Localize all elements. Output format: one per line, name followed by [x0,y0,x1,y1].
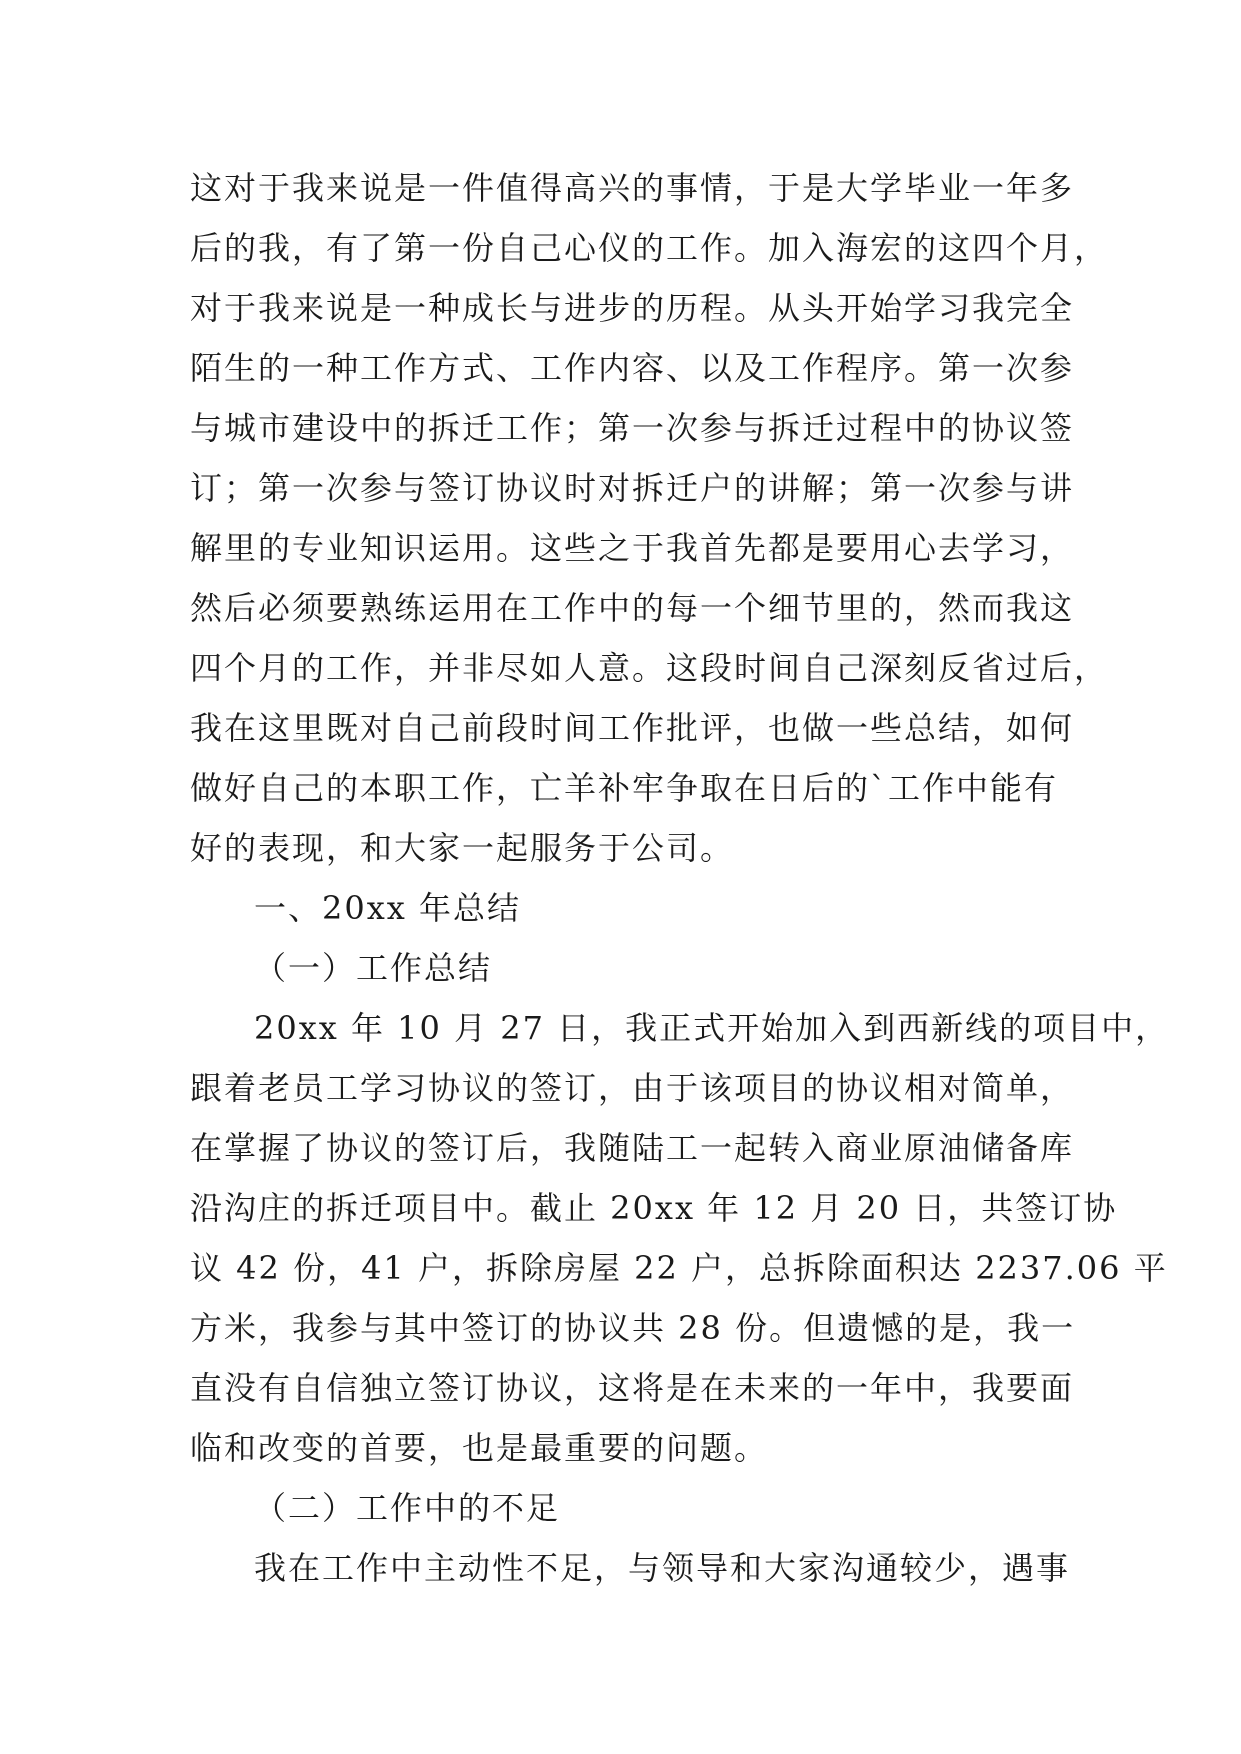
document-body [190,158,1170,1598]
text-line: 这对于我来说是一件值得高兴的事情，于是大学毕业一年多 [190,169,1075,207]
paragraph-first-line: 我在工作中主动性不足，与领导和大家沟通较少，遇事 [254,1549,1071,1587]
text-line: 然后必须要熟练运用在工作中的每一个细节里的，然而我这 [190,589,1075,627]
text-line: 做好自己的本职工作，亡羊补牢争取在日后的`工作中能有 [190,769,1059,807]
text-line: 后的我，有了第一份自己心仪的工作。加入海宏的这四个月， [190,229,1109,267]
subsection-heading: （一）工作总结 [254,949,493,987]
text-line: 临和改变的首要，也是最重要的问题。 [190,1429,769,1467]
subsection-heading: （二）工作中的不足 [254,1489,561,1527]
text-line: 在掌握了协议的签订后，我随陆工一起转入商业原油储备库 [190,1129,1075,1167]
section-heading: 一、20xx 年总结 [254,889,521,927]
text-line: 好的表现，和大家一起服务于公司。 [190,829,735,867]
text-line: 订；第一次参与签订协议时对拆迁户的讲解；第一次参与讲 [190,469,1075,507]
text-line: 议 42 份，41 户，拆除房屋 22 户，总拆除面积达 2237.06 平 [190,1249,1168,1287]
text-line: 沿沟庄的拆迁项目中。截止 20xx 年 12 月 20 日，共签订协 [190,1189,1118,1227]
text-line: 跟着老员工学习协议的签订，由于该项目的协议相对简单， [190,1069,1075,1107]
text-line: 陌生的一种工作方式、工作内容、以及工作程序。第一次参 [190,349,1075,387]
text-line: 对于我来说是一种成长与进步的历程。从头开始学习我完全 [190,289,1075,327]
text-line: 与城市建设中的拆迁工作；第一次参与拆迁过程中的协议签 [190,409,1075,447]
paragraph-first-line: 20xx 年 10 月 27 日，我正式开始加入到西新线的项目中， [254,1009,1170,1047]
text-line: 解里的专业知识运用。这些之于我首先都是要用心去学习， [190,529,1075,567]
text-line: 我在这里既对自己前段时间工作批评，也做一些总结，如何 [190,709,1075,747]
text-line: 直没有自信独立签订协议，这将是在未来的一年中，我要面 [190,1369,1075,1407]
text-line: 方米，我参与其中签订的协议共 28 份。但遗憾的是，我一 [190,1309,1076,1347]
text-line: 四个月的工作，并非尽如人意。这段时间自己深刻反省过后， [190,649,1109,687]
